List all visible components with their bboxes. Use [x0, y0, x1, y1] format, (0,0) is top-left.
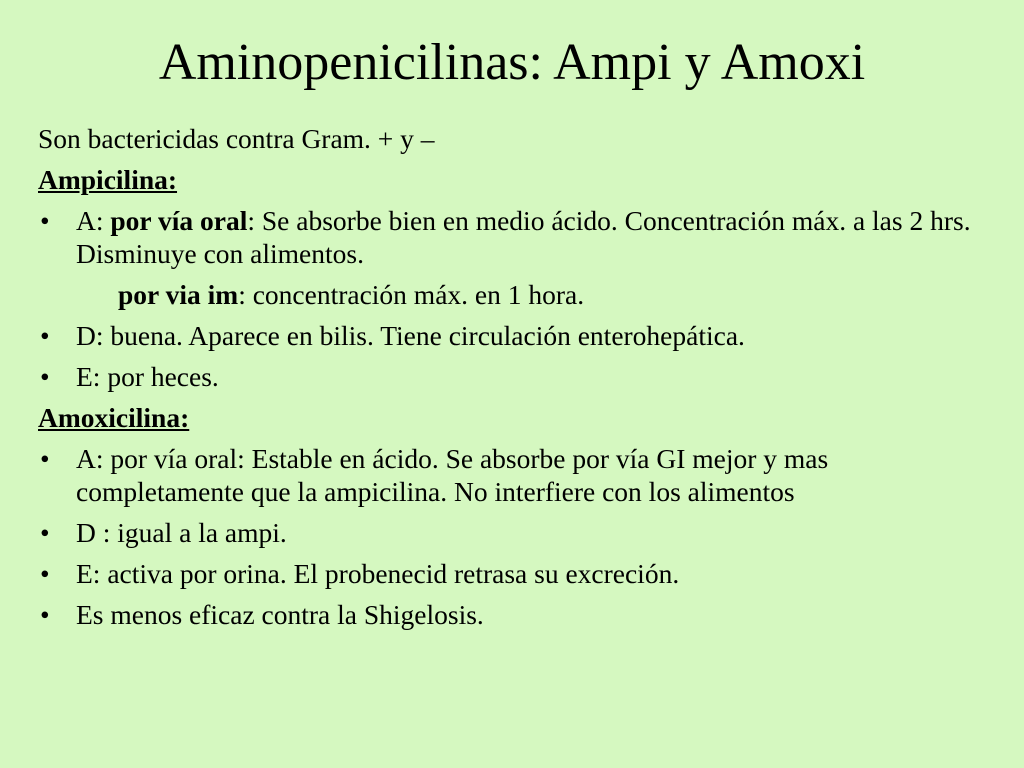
- slide-body: [38, 122, 988, 639]
- intro-text: Son bactericidas contra Gram. + y –: [38, 123, 435, 154]
- amoxicilina-item: [38, 516, 988, 549]
- absorption-prefix: A:: [76, 205, 111, 236]
- bullet-icon: •: [40, 205, 50, 236]
- bullet-icon: •: [40, 558, 50, 589]
- amoxicilina-item: [38, 557, 988, 590]
- amoxicilina-item: [38, 598, 988, 631]
- amoxicilina-heading: Amoxicilina:: [38, 402, 190, 433]
- bullet-icon: •: [40, 443, 50, 474]
- absorption-route: por vía oral: [110, 205, 248, 236]
- ampicilina-heading: Ampicilina:: [38, 164, 178, 195]
- amoxicilina-item-text: A: por vía oral: Estable en ácido. Se absorbe por vía GI mejor y mas completamente que la ampicilina. No interfiere con los alimentos: [76, 443, 829, 507]
- excretion-text: E: por heces.: [76, 361, 219, 392]
- im-details: : concentración máx. en 1 hora.: [238, 279, 585, 310]
- bullet-icon: •: [40, 599, 50, 630]
- bullet-icon: •: [40, 361, 50, 392]
- ampicilina-distribution-item: [38, 319, 988, 352]
- slide-title: Aminopenicilinas: Ampi y Amoxi: [158, 34, 866, 91]
- amoxicilina-item-text: E: activa por orina. El probenecid retrasa su excreción.: [76, 558, 680, 589]
- bullet-icon: •: [40, 517, 50, 548]
- absorption-details: : Se absorbe bien en medio ácido. Concentración máx. a las 2 hrs. Disminuye con alimentos.: [76, 205, 971, 269]
- amoxicilina-item: [38, 442, 988, 508]
- amoxicilina-item-text: D : igual a la ampi.: [76, 517, 287, 548]
- im-route: por via im: [118, 279, 239, 310]
- distribution-text: D: buena. Aparece en bilis. Tiene circulación enterohepática.: [76, 320, 745, 351]
- ampicilina-excretion-item: [38, 360, 988, 393]
- ampicilina-absorption-item: [38, 204, 988, 270]
- ampicilina-im-line: [38, 278, 988, 311]
- amoxicilina-item-text: Es menos eficaz contra la Shigelosis.: [76, 599, 484, 630]
- bullet-icon: •: [40, 320, 50, 351]
